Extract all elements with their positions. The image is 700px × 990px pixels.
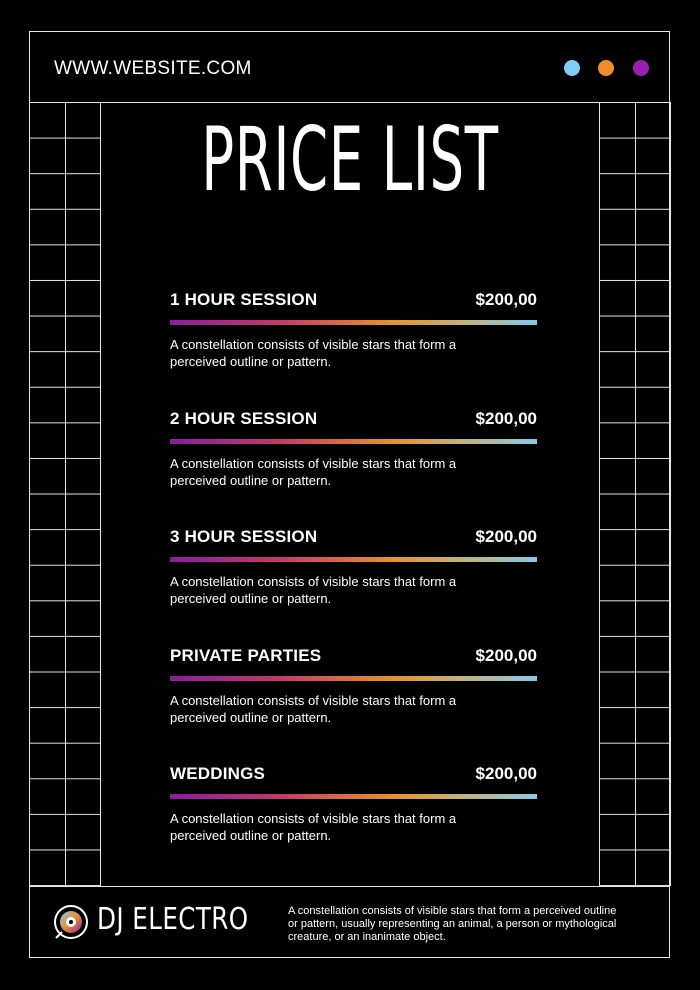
- header-divider: [29, 102, 670, 103]
- item-name: PRIVATE PARTIES: [170, 645, 322, 665]
- item-name: 3 HOUR SESSION: [170, 527, 318, 546]
- right-grid-decoration: [599, 102, 671, 886]
- page-title: PRICE LIST: [201, 108, 499, 211]
- gradient-bar: [170, 320, 537, 325]
- item-description: A constellation consists of visible stars that form a perceived outline or pattern.: [170, 337, 457, 369]
- item-price: $200,00: [475, 290, 537, 309]
- left-grid-decoration: [29, 102, 101, 886]
- gradient-bar: [170, 557, 537, 562]
- price-item: [170, 646, 537, 765]
- item-description: A constellation consists of visible stars that form a perceived outline or pattern.: [170, 692, 457, 725]
- purple-dot: [633, 60, 649, 76]
- price-item: [170, 527, 537, 646]
- item-price: $200,00: [475, 764, 537, 783]
- item-description: A constellation consists of visible stars that form a perceived outline or pattern.: [170, 455, 457, 488]
- item-price: $200,00: [475, 527, 537, 546]
- price-item: [170, 764, 537, 883]
- gradient-bar: [170, 439, 537, 444]
- brand-name: DJ ELECTRO: [97, 902, 249, 937]
- item-description: A constellation consists of visible stars that form a perceived outline or pattern.: [170, 574, 457, 606]
- price-item: [170, 409, 537, 528]
- footer-divider: [29, 886, 670, 887]
- price-list: [170, 290, 537, 883]
- item-name: 2 HOUR SESSION: [170, 408, 318, 428]
- item-price: $200,00: [475, 645, 537, 665]
- website-url: WWW.WEBSITE.COM: [54, 58, 252, 79]
- item-name: WEDDINGS: [170, 764, 266, 783]
- footer-description: A constellation consists of visible stars that form a perceived outline or pattern, usually representing an animal, a person or mythological creature, or an inanimate object.: [288, 905, 617, 943]
- gradient-bar: [170, 794, 537, 799]
- item-price: $200,00: [475, 408, 537, 428]
- item-name: 1 HOUR SESSION: [170, 290, 318, 309]
- gradient-bar: [170, 676, 537, 681]
- blue-dot: [564, 60, 580, 76]
- orange-dot: [598, 60, 614, 76]
- price-item: [170, 290, 537, 409]
- vinyl-record-icon: [52, 904, 90, 942]
- item-description: A constellation consists of visible stars that form a perceived outline or pattern.: [170, 811, 457, 843]
